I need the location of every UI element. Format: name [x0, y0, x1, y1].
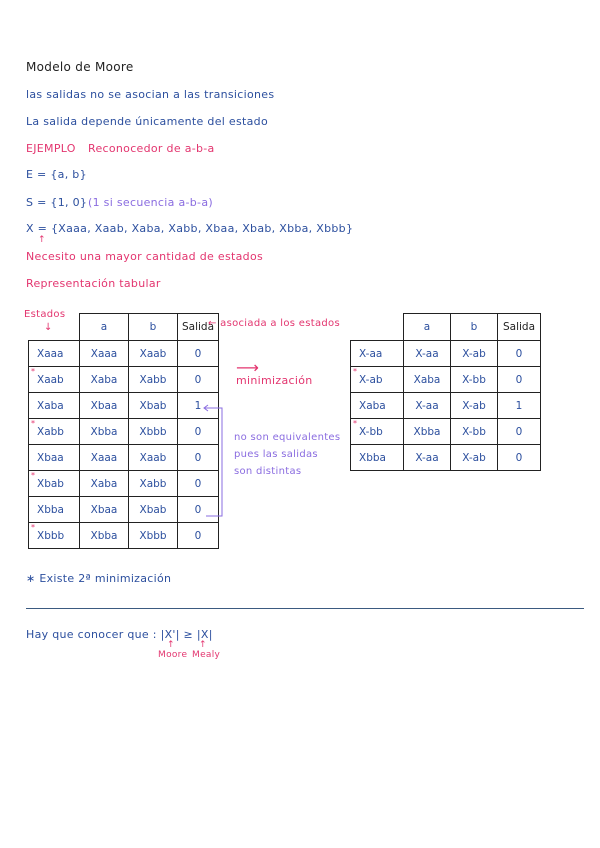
cell-value: Xaba	[37, 399, 64, 412]
cell-value: 0	[194, 347, 202, 360]
x-definition: X = {Xaaa, Xaab, Xaba, Xabb, Xbaa, Xbab, Xbba, Xbbb}	[26, 222, 354, 235]
cell-value: 0	[515, 425, 523, 438]
cell-value: Xbba	[359, 451, 386, 464]
state-cell	[351, 341, 404, 367]
hay-que-conocer: Hay que conocer que : |X'| ≥ |X|	[26, 628, 213, 641]
cell-value: Xbaa	[90, 503, 118, 516]
state-cell	[29, 419, 80, 445]
transition-cell	[80, 341, 129, 367]
x-arrow: ↑	[38, 235, 46, 245]
cell-value: Xbbb	[139, 425, 167, 438]
transition-cell	[451, 393, 498, 419]
cell-value: 1	[194, 399, 202, 412]
cell-value: Xaba	[413, 373, 441, 386]
state-cell	[29, 523, 80, 549]
cell-value: Xbaa	[37, 451, 64, 464]
transition-cell	[129, 341, 178, 367]
table-row	[29, 445, 219, 471]
star-mark-icon: *	[31, 523, 35, 532]
page-title: Modelo de Moore	[26, 60, 134, 74]
output-cell	[498, 367, 541, 393]
transition-cell	[404, 393, 451, 419]
table-row	[29, 471, 219, 497]
output-cell	[498, 393, 541, 419]
transition-cell	[129, 523, 178, 549]
cell-value: Xbba	[37, 503, 64, 516]
cell-value: 0	[515, 347, 523, 360]
line-salidas: las salidas no se asocian a las transiciones	[26, 88, 275, 101]
column-header: b	[451, 314, 498, 341]
state-cell	[29, 367, 80, 393]
star-mark-icon: *	[31, 471, 35, 480]
cell-value: Xaab	[139, 451, 167, 464]
state-cell	[29, 497, 80, 523]
cell-value: Xaba	[359, 399, 386, 412]
table-row	[29, 393, 219, 419]
line-salida-estado: La salida depende únicamente del estado	[26, 115, 268, 128]
state-cell	[29, 393, 80, 419]
cell-value: Xabb	[37, 425, 64, 438]
cell-value: Xaba	[90, 477, 118, 490]
tabular-heading: Representación tabular	[26, 277, 161, 290]
cell-value: X-ab	[359, 373, 383, 386]
table-row	[29, 419, 219, 445]
estados-label: Estados	[24, 309, 66, 320]
cell-value: Xbaa	[90, 399, 118, 412]
column-header: a	[404, 314, 451, 341]
equivalence-bracket	[200, 402, 230, 522]
cell-value: Xbba	[413, 425, 441, 438]
column-header: b	[129, 314, 178, 341]
mealy-label: Mealy	[192, 650, 221, 660]
star-mark-icon: *	[31, 419, 35, 428]
cell-value: Xbba	[90, 529, 118, 542]
mealy-arrow: ↑	[199, 640, 207, 650]
cell-value: Xaaa	[37, 347, 64, 360]
table-row	[29, 341, 219, 367]
table-row	[29, 367, 219, 393]
state-cell	[351, 419, 404, 445]
cell-value: 0	[515, 373, 523, 386]
example-label: EJEMPLO	[26, 142, 76, 155]
state-cell	[351, 445, 404, 471]
output-cell	[498, 419, 541, 445]
transition-cell	[129, 497, 178, 523]
column-header: Salida	[498, 314, 541, 341]
cell-value: X-aa	[415, 347, 439, 360]
transition-cell	[404, 367, 451, 393]
moore-label: Moore	[158, 650, 188, 660]
table-row	[351, 341, 541, 367]
cell-value: Xaaa	[90, 347, 118, 360]
state-cell	[351, 393, 404, 419]
not-equivalent-3: son distintas	[234, 466, 302, 477]
column-header: a	[80, 314, 129, 341]
transition-cell	[451, 445, 498, 471]
cell-value: Xbab	[139, 503, 167, 516]
not-equivalent-1: no son equivalentes	[234, 432, 341, 443]
output-cell	[178, 523, 219, 549]
transition-cell	[80, 445, 129, 471]
header-empty	[351, 314, 404, 341]
cell-value: Xabb	[139, 477, 167, 490]
output-cell	[178, 367, 219, 393]
s-definition: S = {1, 0}	[26, 196, 88, 209]
table-row	[29, 523, 219, 549]
transition-table-minimized	[350, 313, 541, 471]
transition-cell	[80, 471, 129, 497]
e-definition: E = {a, b}	[26, 168, 87, 181]
minimization-label: minimización	[236, 374, 313, 387]
second-minimization: ∗ Existe 2ª minimización	[26, 572, 172, 585]
minimization-arrow: ⟶	[236, 358, 260, 377]
transition-cell	[80, 367, 129, 393]
cell-value: 0	[515, 451, 523, 464]
column-header: Salida	[178, 314, 219, 341]
output-cell	[178, 341, 219, 367]
cell-value: X-bb	[359, 425, 383, 438]
cell-value: X-aa	[415, 451, 439, 464]
transition-cell	[451, 341, 498, 367]
cell-value: X-ab	[462, 347, 486, 360]
salida-note: ← asociada a los estados	[208, 318, 340, 329]
cell-value: X-ab	[462, 399, 486, 412]
table-row	[351, 393, 541, 419]
transition-cell	[80, 497, 129, 523]
cell-value: 0	[194, 451, 202, 464]
output-cell	[498, 341, 541, 367]
transition-cell	[451, 367, 498, 393]
transition-cell	[404, 341, 451, 367]
transition-cell	[451, 419, 498, 445]
transition-cell	[129, 367, 178, 393]
header-empty	[29, 314, 80, 341]
cell-value: Xaab	[37, 373, 64, 386]
cell-value: X-ab	[462, 451, 486, 464]
cell-value: Xaab	[139, 347, 167, 360]
star-mark-icon: *	[353, 419, 357, 428]
output-cell	[498, 445, 541, 471]
transition-cell	[129, 419, 178, 445]
transition-cell	[404, 419, 451, 445]
transition-cell	[129, 471, 178, 497]
table-row	[351, 367, 541, 393]
transition-cell	[129, 445, 178, 471]
transition-cell	[404, 445, 451, 471]
state-cell	[29, 445, 80, 471]
needs-more-states: Necesito una mayor cantidad de estados	[26, 250, 264, 263]
cell-value: Xabb	[139, 373, 167, 386]
cell-value: Xbab	[139, 399, 167, 412]
cell-value: Xaaa	[90, 451, 118, 464]
transition-table-original	[28, 313, 219, 549]
transition-cell	[129, 393, 178, 419]
moore-arrow: ↑	[167, 640, 175, 650]
not-equivalent-2: pues las salidas	[234, 449, 318, 460]
cell-value: Xbbb	[139, 529, 167, 542]
table-row	[351, 419, 541, 445]
transition-cell	[80, 393, 129, 419]
cell-value: Xbba	[90, 425, 118, 438]
cell-value: X-aa	[359, 347, 383, 360]
cell-value: Xaba	[90, 373, 118, 386]
cell-value: 0	[194, 425, 202, 438]
example-title: Reconocedor de a-b-a	[88, 142, 215, 155]
cell-value: X-bb	[462, 425, 486, 438]
cell-value: 0	[194, 529, 202, 542]
estados-arrow: ↓	[44, 322, 53, 333]
state-cell	[29, 471, 80, 497]
cell-value: X-aa	[415, 399, 439, 412]
cell-value: Xbab	[37, 477, 64, 490]
table-row	[351, 445, 541, 471]
star-mark-icon: *	[31, 367, 35, 376]
s-note: (1 si secuencia a-b-a)	[88, 196, 213, 209]
cell-value: 0	[194, 373, 202, 386]
cell-value: Xbbb	[37, 529, 65, 542]
cell-value: 0	[194, 503, 202, 516]
cell-value: X-bb	[462, 373, 486, 386]
transition-cell	[80, 523, 129, 549]
state-cell	[29, 341, 80, 367]
state-cell	[351, 367, 404, 393]
table-row	[29, 497, 219, 523]
cell-value: 1	[515, 399, 523, 412]
cell-value: 0	[194, 477, 202, 490]
section-divider	[26, 608, 584, 609]
star-mark-icon: *	[353, 367, 357, 376]
transition-cell	[80, 419, 129, 445]
